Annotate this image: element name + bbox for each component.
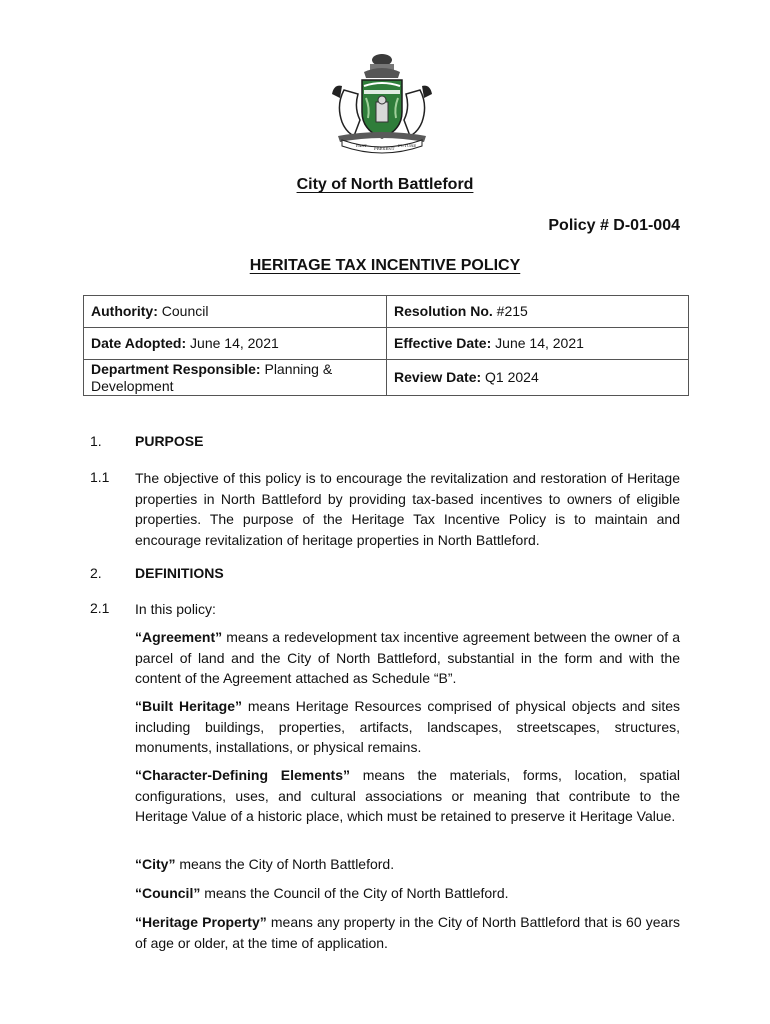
policy-meta-table	[83, 295, 689, 396]
table-row	[84, 328, 689, 360]
city-title: City of North Battleford	[296, 176, 474, 193]
definition-heritage-property: “Heritage Property” means any property in the City of North Battleford that is 60 years of age or older, at the time of application.	[135, 914, 680, 951]
section-heading-purpose: PURPOSE	[135, 433, 204, 449]
section-number: 2.	[90, 565, 102, 581]
svg-text:PRESENT: PRESENT	[374, 146, 395, 151]
definitions-intro: In this policy:	[135, 601, 216, 617]
policy-number: Policy # D-01-004	[548, 217, 680, 234]
clause-number: 1.1	[90, 469, 110, 485]
table-row	[84, 360, 689, 396]
resolution-cell: Resolution No. #215	[387, 296, 689, 328]
effective-date-cell: Effective Date: June 14, 2021	[387, 328, 689, 360]
policy-title: HERITAGE TAX INCENTIVE POLICY	[249, 257, 521, 274]
review-date-cell: Review Date: Q1 2024	[387, 360, 689, 396]
svg-text:FUTURE: FUTURE	[398, 143, 417, 148]
clause-number: 2.1	[90, 600, 110, 616]
svg-text:PAST: PAST	[356, 143, 367, 148]
city-coat-of-arms-logo	[324, 50, 440, 154]
section-number: 1.	[90, 433, 102, 449]
department-cell: Department Responsible: Planning & Development	[84, 360, 387, 396]
date-adopted-cell: Date Adopted: June 14, 2021	[84, 328, 387, 360]
purpose-paragraph: The objective of this policy is to encourage the revitalization and restoration of Heritage properties in North Battleford by providing tax-based incentives to owners of eligible properties. The purpose of the Heritage Tax Incentive Policy is to maintain and encourage revitalization of heritage properties in North Battleford.	[135, 470, 680, 548]
definition-built-heritage: “Built Heritage” means Heritage Resources comprised of physical objects and sites including buildings, properties, artifacts, landscapes, streetscapes, structures, monuments, installations, or physical remains.	[135, 698, 681, 755]
definition-council: “Council” means the Council of the City of North Battleford.	[135, 885, 509, 901]
definition-character-defining-elements: “Character-Defining Elements” means the materials, forms, location, spatial configurations, uses, and cultural associations or meaning that contribute to the Heritage Value of a historic place, which must be retained to preserve it Heritage Value.	[135, 767, 680, 824]
definition-city: “City” means the City of North Battleford.	[135, 856, 395, 872]
section-heading-definitions: DEFINITIONS	[135, 565, 224, 581]
authority-cell: Authority: Council	[84, 296, 387, 328]
definition-agreement: “Agreement” means a redevelopment tax incentive agreement between the owner of a parcel of land and the City of North Battleford, substantial in the form and with the content of the Agreement attached as Schedule “B”.	[135, 629, 680, 686]
table-row	[84, 296, 689, 328]
